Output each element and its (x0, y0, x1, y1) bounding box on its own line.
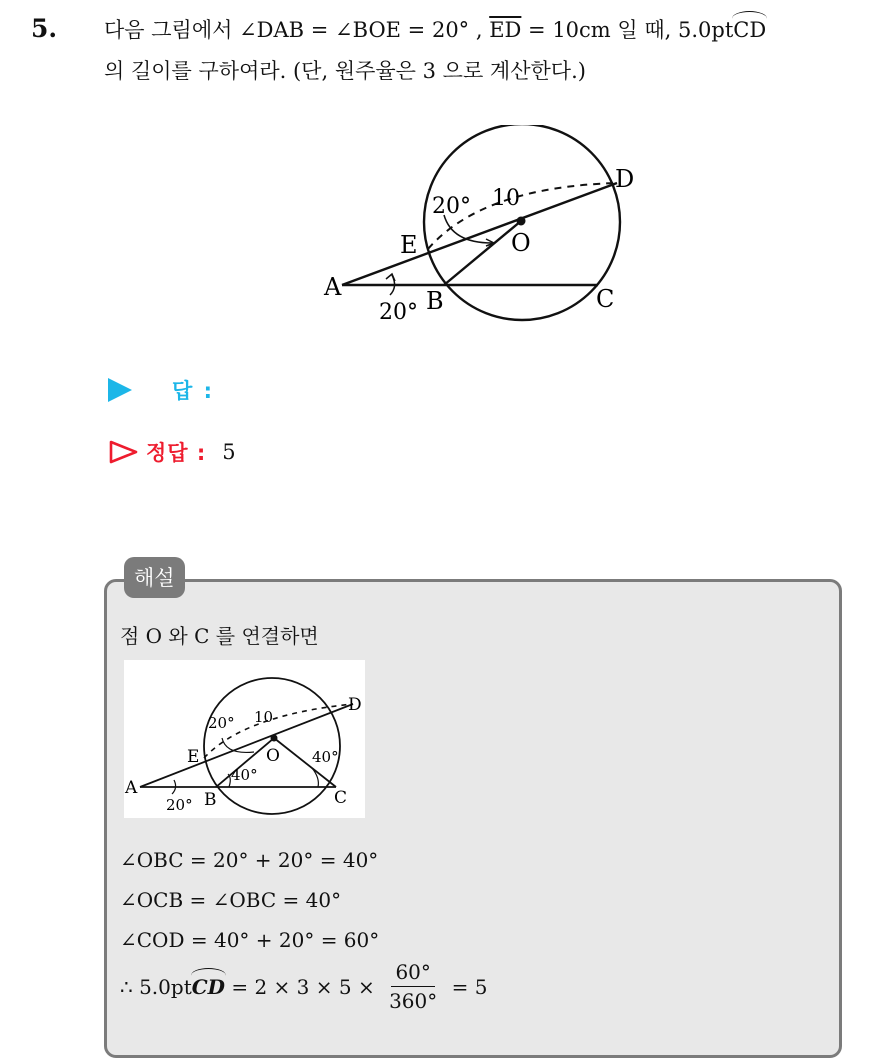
line-ob (444, 221, 521, 285)
label-b: B (204, 790, 217, 810)
fraction-numerator: 60° (391, 960, 434, 987)
solution-line-2: ∠OCB = ∠OBC = 40° (120, 888, 342, 912)
label-angle-c: 40° (312, 748, 339, 766)
line-ad (342, 183, 617, 285)
question-text-part2: = 10cm 일 때, 5.0pt (521, 18, 734, 42)
label-angle-top: 20° (208, 714, 235, 732)
solution-tag: 해설 (124, 557, 185, 598)
label-length: 10 (254, 708, 274, 726)
correct-answer-label: 정답 : (146, 441, 207, 465)
label-o: O (511, 229, 531, 257)
label-d: D (348, 695, 362, 715)
label-d: D (615, 165, 635, 193)
label-e: E (400, 231, 418, 259)
fraction-denominator: 360° (389, 989, 438, 1013)
label-a: A (324, 273, 342, 301)
geometry-figure (322, 125, 652, 325)
solution-line-4 (120, 960, 487, 1013)
label-angle-b: 40° (231, 766, 258, 784)
fraction (385, 960, 441, 1013)
outline-triangle-icon (108, 440, 140, 464)
label-o: O (266, 746, 280, 766)
answer-label: 답 : (172, 379, 214, 403)
label-c: C (334, 788, 348, 808)
label-e: E (187, 747, 200, 767)
question-number: 5. (31, 14, 58, 43)
solution-line-3: ∠COD = 40° + 20° = 60° (120, 928, 380, 952)
play-icon (108, 378, 132, 402)
arc-cd-solution: CD (191, 974, 225, 999)
angle-arc-boe (444, 215, 492, 243)
solution-line-4-suffix: = 5 (445, 974, 488, 999)
answer-row (108, 375, 214, 405)
solution-intro: 점 O 와 C 를 연결하면 (120, 624, 319, 648)
solution-line-4-prefix: ∴ 5.0pt (120, 974, 192, 999)
solution-line-1: ∠OBC = 20° + 20° = 40° (120, 848, 379, 872)
correct-answer-value: 5 (222, 440, 236, 464)
correct-answer-row (108, 437, 236, 467)
label-angle-bottom: 20° (166, 796, 193, 814)
label-c: C (596, 285, 615, 313)
question-line-2: 의 길이를 구하여라. (단, 원주율은 3 으로 계산한다.) (104, 59, 586, 83)
solution-line-4-mid: = 2 × 3 × 5 × (225, 974, 382, 999)
label-a: A (125, 778, 138, 798)
center-point (271, 735, 278, 742)
question-text-part1: 다음 그림에서 ∠DAB = ∠BOE = 20° , (104, 18, 490, 42)
arc-cd: CD (733, 18, 767, 42)
solution-figure (124, 660, 365, 818)
label-length: 10 (492, 186, 520, 211)
label-angle-bottom: 20° (379, 300, 418, 325)
label-angle-top: 20° (432, 194, 471, 219)
center-point (517, 217, 526, 226)
question-line-1 (104, 14, 766, 44)
segment-ed: $\overline{ED}$ (489, 18, 522, 42)
label-b: B (426, 287, 444, 315)
